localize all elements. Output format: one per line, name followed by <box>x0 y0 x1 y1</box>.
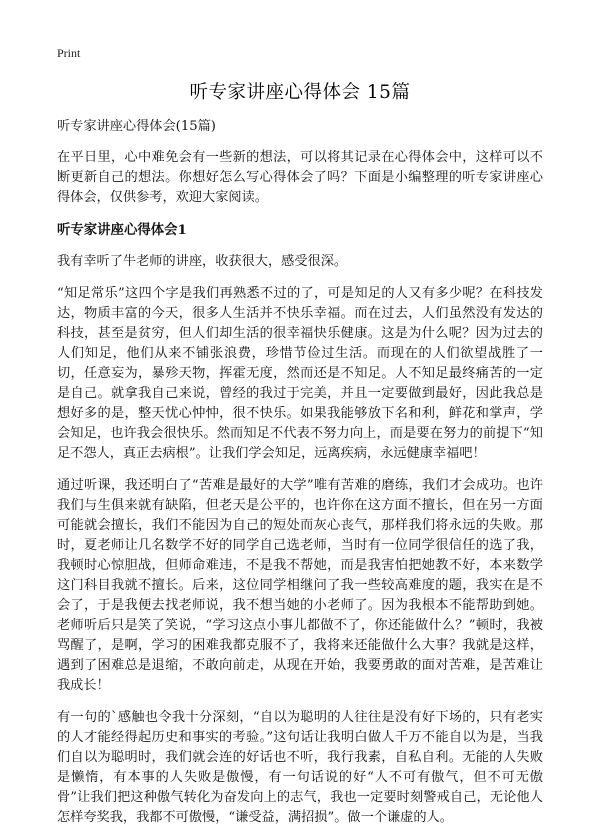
body-paragraph-3: 通过听课，我还明白了“苦难是最好的大学”唯有苦难的磨练，我们才会成功。也许我们与生俱来就有缺陷，但老天是公平的，也许你在这方面不擅长，但在另一方面可能就会擅长，我们不能因为自己的短处而灰心丧气，那样我们将永远的失败。那时，夏老师让几名数学不好的同学自己选老师，当时有一位同学很信任的选了我，我顿时心惊胆战，但师命难违，不是我不帮她，而是我害怕把她教不好，本来数学这门科目我就不擅长。后来，这位同学相继问了我一些较高难度的题，我实在是不会了，于是我便去找老师说，我不想当她的小老师了。因为我根本不能帮助到她。老师听后只是笑了笑说，“学习这点小事儿都做不了，你还能做什么？”顿时，我被骂醒了，是啊，学习的困难我都克服不了，我将来还能做什么大事？我就是这样，遇到了困难总是退缩，不敢向前走，从现在开始，我要勇敢的面对苦难，是苦难让我成长！ <box>57 478 543 693</box>
body-paragraph-4: 有一句的`感触也令我十分深刻，“自以为聪明的人往往是没有好下场的，只有老实的人才能经得起历史和事实的考验。”这句话让我明白做人千万不能自以为是，当我们自以为聪明时，我们就会连的好话也不听，我行我素，自私自利。无能的人失败是懒惰，有本事的人失败是傲慢，有一句话说的好“人不可有傲气，但不可无傲骨”让我们把这种傲气转化为奋发向上的志气，我也一定要时刻警戒自己，无论他人怎样夸奖我，我都不可傲慢，“谦受益，满招损”。做一个谦虚的人。 <box>57 710 543 825</box>
print-link[interactable]: Print <box>57 46 81 60</box>
section-heading: 听专家讲座心得体会1 <box>57 222 187 238</box>
page-title: 听专家讲座心得体会 15篇 <box>189 82 411 103</box>
document-body <box>57 117 543 840</box>
document-subtitle: 听专家讲座心得体会(15篇) <box>57 119 216 134</box>
intro-paragraph: 在平日里，心中难免会有一些新的想法，可以将其记录在心得体会中，这样可以不断更新自己的想法。你想好怎么写心得体会了吗？下面是小编整理的听专家讲座心得体会，仅供参考，欢迎大家阅读。 <box>57 150 543 205</box>
body-paragraph-1: 我有幸听了牛老师的讲座，收获很大，感受很深。 <box>57 254 348 269</box>
body-paragraph-2: “知足常乐”这四个字是我们再熟悉不过的了，可是知足的人又有多少呢？在科技发达，物质丰富的今天，很多人生活并不快乐幸福。而在过去，人们虽然没有发达的科技，甚至是贫穷，但人们却生活的很幸福快乐健康。这是为什么呢？因为过去的人们知足，他们从来不铺张浪费，珍惜节俭过生活。而现在的人们欲望战胜了一切，任意妄为，暴殄天物，挥霍无度，然而还是不知足。人不知足最终痛苦的一定是自己。就拿我自己来说，曾经的我过于完美，并且一定要做到最好，因此我总是想好多的是，整天忧心忡忡，很不快乐。如果我能够放下名和利，鲜花和掌声，学会知足，也许我会很快乐。然而知足不代表不努力向上，而是要在努力的前提下“知足不怨人，真正去病根”。让我们学会知足，远离疾病，永远健康幸福吧！ <box>57 286 543 461</box>
